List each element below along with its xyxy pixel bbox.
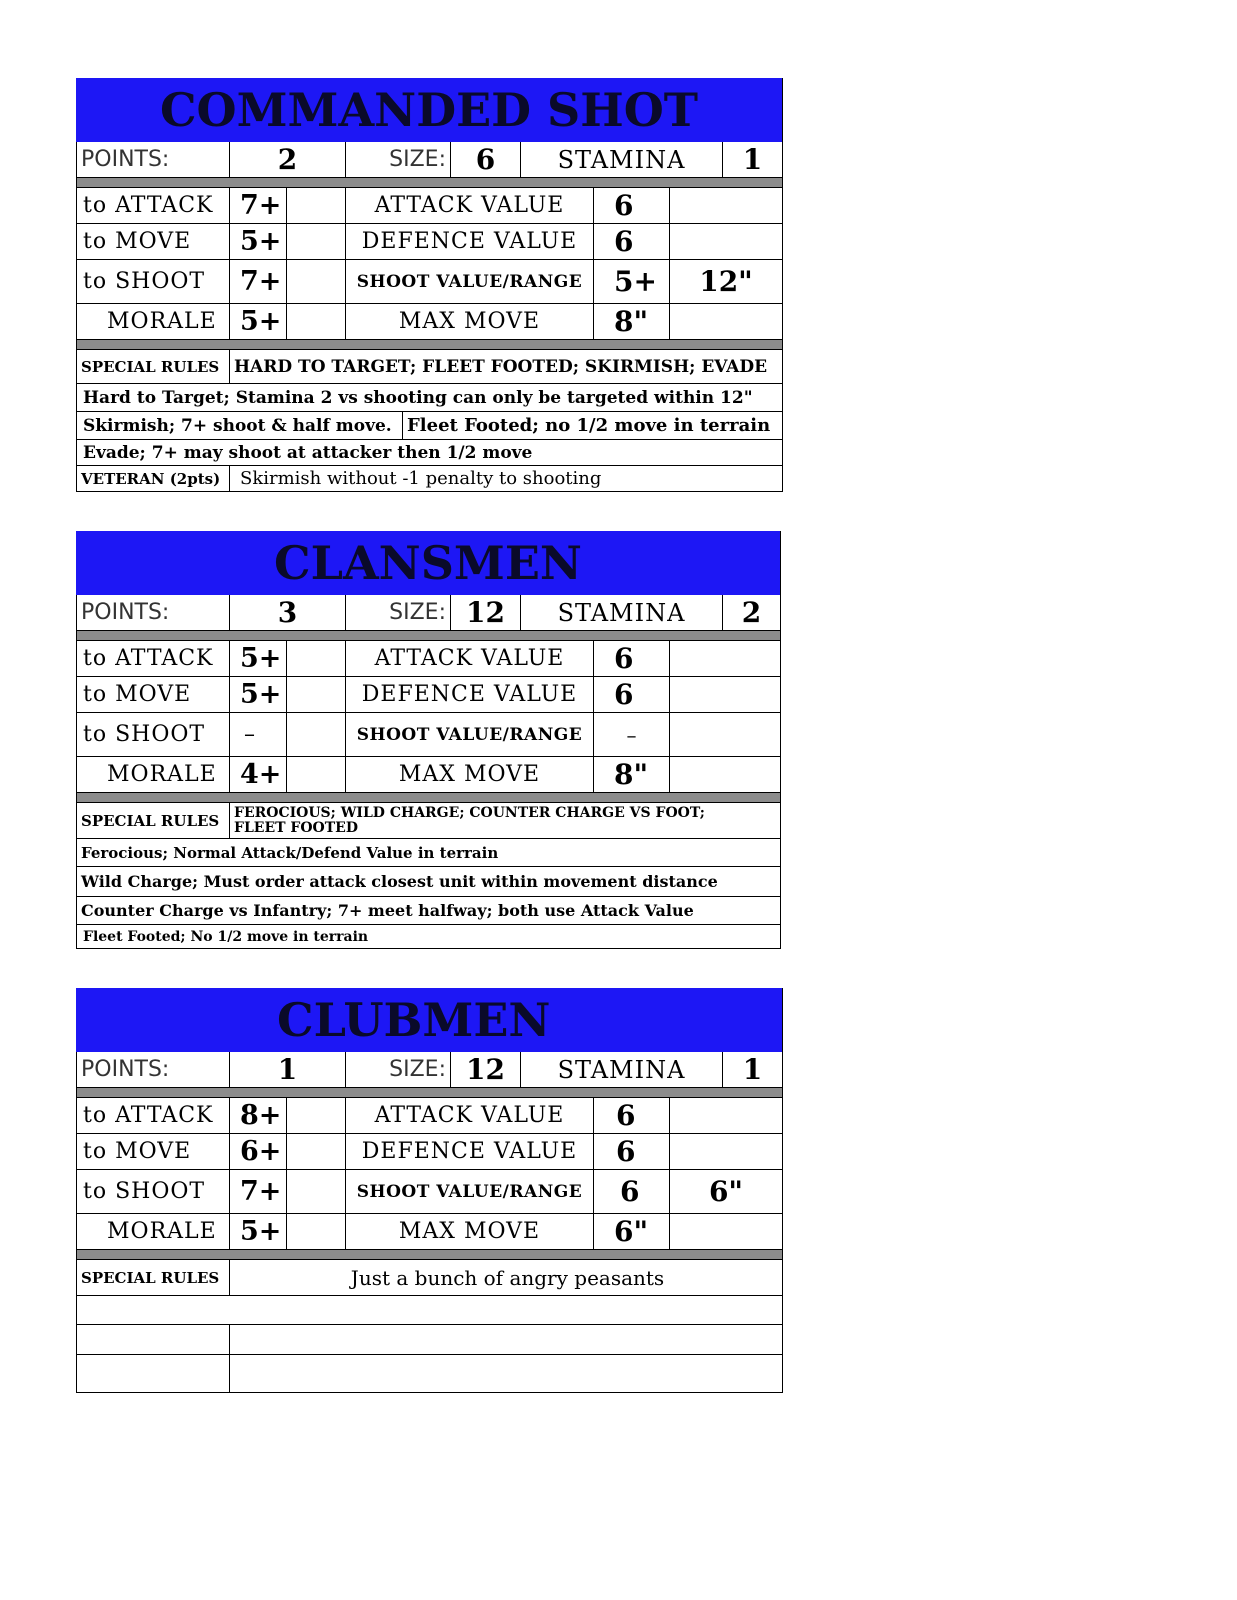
stat-value: 7+	[230, 188, 287, 223]
stat-row-shoot	[76, 1170, 782, 1214]
separator	[76, 793, 780, 803]
rule-row	[76, 867, 780, 897]
special-rules-label: SPECIAL RULES	[77, 350, 230, 383]
rule-text: Ferocious; Normal Attack/Defend Value in terrain	[81, 843, 499, 862]
stat-row-attack	[76, 188, 782, 224]
stat-mid-value: 6	[594, 1170, 670, 1213]
stat-value: 5+	[230, 1214, 287, 1249]
stat-extra	[670, 224, 782, 259]
stat-label: to ATTACK	[77, 641, 230, 676]
stat-blank	[287, 1170, 346, 1213]
stat-blank	[287, 757, 346, 792]
stat-row-move	[76, 224, 782, 260]
veteran-text: Skirmish without -1 penalty to shooting	[240, 468, 602, 489]
stat-row-shoot	[76, 713, 780, 757]
rule-row	[76, 466, 782, 492]
info-row	[76, 142, 782, 178]
separator	[76, 1250, 782, 1260]
rule-row	[76, 384, 782, 412]
stat-extra	[670, 304, 782, 339]
stat-value: 5+	[230, 677, 287, 712]
separator	[76, 631, 780, 641]
stat-value: 8+	[230, 1098, 287, 1133]
rule-text: Fleet Footed; No 1/2 move in terrain	[83, 928, 369, 945]
special-rules-text	[230, 803, 779, 838]
stat-extra	[670, 757, 780, 792]
rule-text: Skirmish; 7+ shoot & half move.	[77, 412, 403, 439]
stat-blank	[287, 713, 346, 756]
stat-mid-value: 6	[594, 188, 670, 223]
points-label: POINTS:	[77, 142, 230, 177]
stat-mid-value: 5+	[594, 260, 670, 303]
points-value: 2	[230, 142, 346, 177]
stat-extra	[670, 641, 780, 676]
stat-value: 5+	[230, 224, 287, 259]
stat-row-morale	[76, 757, 780, 793]
special-rules-row	[76, 803, 780, 839]
stat-mid-label: DEFENCE VALUE	[346, 1134, 594, 1169]
stat-mid-label: SHOOT VALUE/RANGE	[346, 713, 594, 756]
rule-row	[76, 412, 782, 440]
stat-row-attack	[76, 1098, 782, 1134]
stat-row-move	[76, 677, 780, 713]
points-label: POINTS:	[77, 1052, 230, 1087]
size-value: 12	[451, 595, 521, 630]
empty-cell	[230, 1355, 781, 1392]
unit-card-commanded-shot	[76, 78, 783, 492]
stat-row-morale	[76, 1214, 782, 1250]
size-label: SIZE:	[346, 595, 451, 630]
stamina-value: 1	[742, 143, 763, 176]
stat-mid-label: MAX MOVE	[346, 304, 594, 339]
stat-label: MORALE	[77, 304, 230, 339]
separator	[76, 1088, 782, 1098]
stat-label: to MOVE	[77, 677, 230, 712]
stat-value: 5+	[230, 304, 287, 339]
stat-blank	[287, 224, 346, 259]
stat-row-attack	[76, 641, 780, 677]
special-rules-text: HARD TO TARGET; FLEET FOOTED; SKIRMISH; EVADE	[234, 356, 768, 377]
stat-blank	[287, 188, 346, 223]
stat-label: to SHOOT	[77, 1170, 230, 1213]
stat-mid-value: 8"	[594, 757, 670, 792]
stamina-value: 1	[742, 1053, 763, 1086]
stat-blank	[287, 641, 346, 676]
special-rules-label: SPECIAL RULES	[77, 1260, 230, 1295]
stat-label: to SHOOT	[77, 713, 230, 756]
stat-mid-value: 6"	[594, 1214, 670, 1249]
special-rules-line: FEROCIOUS; WILD CHARGE; COUNTER CHARGE VS FOOT;	[234, 804, 705, 821]
stat-value: 7+	[230, 1170, 287, 1213]
empty-cell	[230, 1325, 781, 1354]
stat-row-move	[76, 1134, 782, 1170]
stat-mid-label: SHOOT VALUE/RANGE	[346, 1170, 594, 1213]
rule-text: Hard to Target; Stamina 2 vs shooting can only be targeted within 12"	[83, 387, 753, 408]
empty-cell	[77, 1355, 230, 1392]
stat-extra	[670, 1098, 782, 1133]
stat-extra	[670, 1214, 782, 1249]
stat-blank	[287, 677, 346, 712]
empty-row	[76, 1355, 782, 1393]
stat-label: to ATTACK	[77, 1098, 230, 1133]
stat-label: to SHOOT	[77, 260, 230, 303]
stat-mid-value: 6	[594, 641, 670, 676]
stat-value: –	[230, 713, 287, 756]
stat-label: MORALE	[77, 1214, 230, 1249]
empty-row	[76, 1296, 782, 1325]
stat-blank	[287, 1098, 346, 1133]
stat-label: to MOVE	[77, 224, 230, 259]
stat-blank	[287, 1134, 346, 1169]
special-rules-text: Just a bunch of angry peasants	[350, 1265, 665, 1290]
stat-extra	[670, 188, 782, 223]
stat-label: MORALE	[77, 757, 230, 792]
stat-label: to MOVE	[77, 1134, 230, 1169]
size-value: 6	[451, 142, 521, 177]
size-label: SIZE:	[346, 142, 451, 177]
rule-row	[76, 925, 780, 949]
unit-card-clansmen	[76, 531, 781, 949]
points-value: 3	[230, 595, 346, 630]
stat-mid-label: ATTACK VALUE	[346, 188, 594, 223]
size-value: 12	[451, 1052, 521, 1087]
veteran-label: VETERAN (2pts)	[77, 466, 230, 491]
rule-row	[76, 440, 782, 466]
stat-mid-label: DEFENCE VALUE	[346, 677, 594, 712]
unit-title: CLUBMEN	[76, 988, 782, 1052]
stat-mid-label: DEFENCE VALUE	[346, 224, 594, 259]
stat-mid-label: ATTACK VALUE	[346, 1098, 594, 1133]
info-row	[76, 1052, 782, 1088]
stat-extra: 6"	[708, 1175, 744, 1208]
stat-mid-value: 8"	[594, 304, 670, 339]
special-rules-label: SPECIAL RULES	[77, 803, 230, 838]
stat-value: 7+	[230, 260, 287, 303]
stat-blank	[287, 260, 346, 303]
empty-row	[76, 1325, 782, 1355]
stamina-value: 2	[741, 596, 762, 629]
stamina-label: STAMINA	[521, 595, 723, 630]
stat-mid-value: –	[594, 713, 670, 756]
stamina-label: STAMINA	[521, 1052, 723, 1087]
rule-text: Fleet Footed; no 1/2 move in terrain	[407, 415, 771, 436]
stat-mid-label: SHOOT VALUE/RANGE	[346, 260, 594, 303]
stat-value: 6+	[230, 1134, 287, 1169]
stat-value: 4+	[230, 757, 287, 792]
stat-mid-value: 6	[594, 677, 670, 712]
special-rules-line: FLEET FOOTED	[234, 819, 358, 836]
separator	[76, 340, 782, 350]
size-label: SIZE:	[346, 1052, 451, 1087]
rule-text: Counter Charge vs Infantry; 7+ meet halfway; both use Attack Value	[81, 901, 694, 920]
stat-mid-value: 6	[594, 224, 670, 259]
stat-mid-label: MAX MOVE	[346, 757, 594, 792]
stat-row-morale	[76, 304, 782, 340]
stat-mid-label: ATTACK VALUE	[346, 641, 594, 676]
stat-mid-value: 6	[594, 1134, 670, 1169]
stat-extra	[670, 1134, 782, 1169]
points-value: 1	[230, 1052, 346, 1087]
empty-cell	[77, 1325, 230, 1354]
rule-row	[76, 839, 780, 867]
unit-title: COMMANDED SHOT	[76, 78, 782, 142]
stat-extra: 12"	[699, 265, 753, 298]
stat-extra	[670, 713, 780, 756]
info-row	[76, 595, 780, 631]
stat-blank	[287, 304, 346, 339]
special-rules-row	[76, 350, 782, 384]
unit-card-clubmen	[76, 988, 783, 1393]
rule-text: Wild Charge; Must order attack closest unit within movement distance	[81, 872, 718, 891]
rule-row	[76, 897, 780, 925]
separator	[76, 178, 782, 188]
stat-label: to ATTACK	[77, 188, 230, 223]
rule-text: Evade; 7+ may shoot at attacker then 1/2 move	[83, 442, 533, 463]
stat-mid-label: MAX MOVE	[346, 1214, 594, 1249]
stat-mid-value: 6	[594, 1098, 670, 1133]
stamina-label: STAMINA	[521, 142, 723, 177]
stat-row-shoot	[76, 260, 782, 304]
points-label: POINTS:	[77, 595, 230, 630]
stat-blank	[287, 1214, 346, 1249]
unit-title: CLANSMEN	[76, 531, 780, 595]
stat-value: 5+	[230, 641, 287, 676]
stat-extra	[670, 677, 780, 712]
empty-cell	[77, 1296, 781, 1324]
special-rules-row	[76, 1260, 782, 1296]
